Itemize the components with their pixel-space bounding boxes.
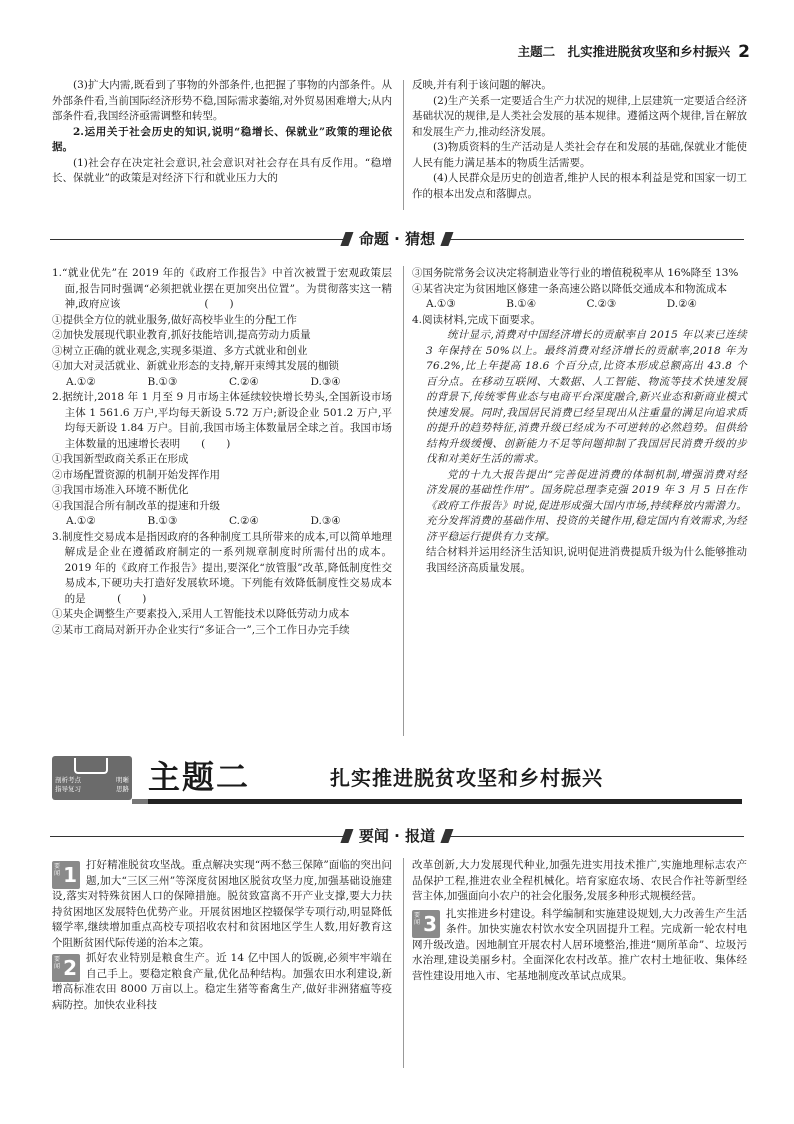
news-tag-label: 要闻	[54, 863, 61, 877]
book-shape	[74, 758, 108, 774]
answer-paragraph: (4)人民群众是历史的创造者,维护人民的根本利益是党和国家一切工作的根本出发点和落脚点。	[412, 172, 747, 200]
option-item: ④某省决定为贫困地区修建一条高速公路以降低交通成本和物流成本	[412, 282, 727, 295]
answer-heading: 2.运用关于社会历史的知识,说明“稳增长、保就业”政策的理论依据。	[52, 125, 392, 153]
news-tag-label: 要闻	[54, 956, 61, 970]
option-item: ③我国市场准入环境不断优化	[52, 484, 189, 496]
running-title: 主题二 扎实推进脱贫攻坚和乡村振兴	[517, 44, 731, 59]
choice-d: D.②④	[666, 298, 697, 310]
news-item-1	[52, 858, 392, 951]
news-text: 扎实推进乡村建设。科学编制和实施建设规划,大力改善生产生活条件。加快实施农村饮水安全巩固提升工程。完成新一轮农村电网升级改造。因地制宜开展农村人居环境整治,推进“厕所革命”、垃圾污水治理,建设美丽乡村。全面深化农村改革。推广农村土地征收、集体经营性建设用地入市、宅基地制度改革试点成果。	[412, 907, 747, 982]
option-item: ④我国混合所有制改革的提速和升级	[52, 499, 220, 512]
news-left-column	[52, 858, 392, 1013]
topic-title: 扎实推进脱贫攻坚和乡村振兴	[330, 766, 603, 790]
answer-paragraph: (3)扩大内需,既看到了事物的外部条件,也把握了事物的内部条件。从外部条件看,当前国际经济形势不稳,国际需求萎缩,对外贸易困难增大;从内部条件看,我国经济亟需调整和转型。	[52, 79, 392, 122]
column-divider	[403, 80, 404, 210]
answer-paragraph: 反映,并有利于该问题的解决。	[412, 79, 552, 91]
news-tag-label: 要闻	[414, 911, 421, 926]
news-text: 抓好农业特别是粮食生产。近 14 亿中国人的饭碗,必须牢牢端在自己手上。要稳定粮食产量,优化品种结构。加强农田水利建设,新增高标准农田 8000 万亩以上。稳定生猪等畜禽生产,做好非洲猪瘟等疫病防控。加快农业科技	[52, 952, 392, 1011]
news-tag-icon	[52, 861, 80, 889]
question-4-stem: 4.阅读材料,完成下面要求。	[412, 313, 541, 326]
icon-caption: 思路	[116, 785, 129, 793]
answer-paragraph: (3)物质资料的生产活动是人类社会存在和发展的基础,保就业才能使人民有能力满足基本的物质生活需要。	[412, 141, 747, 169]
news-tag-number: 1	[63, 863, 77, 887]
option-item: ②某市工商局对新开办企业实行“多证合一”,三个工作日办完手续	[52, 623, 350, 636]
news-tag-number: 2	[63, 956, 77, 980]
topic-number: 主题二	[148, 758, 251, 796]
choice-b: B.①③	[147, 375, 178, 388]
answer-paragraph: (1)社会存在决定社会意识,社会意识对社会存在具有反作用。“稳增长、保就业”的政策是对经济下行和就业压力大的	[52, 156, 392, 184]
questions-right-column	[412, 266, 747, 576]
column-divider	[403, 858, 404, 1068]
option-item: ①我国新型政商关系正在形成	[52, 453, 189, 465]
news-item-2	[52, 951, 392, 1013]
choice-b: B.①④	[506, 298, 537, 310]
option-item: ②市场配置资源的机制开始发挥作用	[52, 468, 220, 481]
news-text: 打好精准脱贫攻坚战。重点解决实现“两不愁三保障”面临的突出问题,加大“三区三州”等深度贫困地区脱贫攻坚力度,加强基础设施建设,落实对特殊贫困人口的保障措施。脱贫致富离不开产业支撑,要大力扶持贫困地区发展特色优势产业。开展贫困地区控辍保学专项行动,明显降低辍学率,继续增加重点高校专项招收农村和贫困地区学生人数,用好教育这个阻断贫困代际传递的治本之策。	[52, 859, 392, 949]
answer-right-column	[412, 78, 747, 202]
icon-caption: 剖析考点	[55, 776, 81, 784]
option-item: ①某央企调整生产要素投入,采用人工智能技术以降低劳动力成本	[52, 608, 350, 620]
choice-a: A.①②	[66, 375, 96, 388]
news-item-3	[412, 907, 747, 985]
material-paragraph: 统计显示,消费对中国经济增长的贡献率自 2015 年以来已连续 3 年保持在 50%以上。最终消费对经济增长的贡献率,2018 年为 76.2%,比上年提高 18.6 个百分点,比资本形成总额高出 43.8 个百分点。在移动互联网、大数据、人工智能、物流等技术快速发展的背景下,传统零售业态与电商平台深度融合,新兴业态和新商业模式快速发展。同时,我国居民消费已经呈现出从注重量的满足向追求质的提升的趋势特征,消费升级已经成为不可逆转的必然趋势。但供给结构升级缓慢、创新能力不足等问题抑制了我国居民消费升级的步伐和对美好生活的需求。	[426, 329, 747, 465]
page-number: 2	[738, 42, 750, 62]
choice-b: B.①③	[147, 515, 178, 527]
choice-d: D.③④	[310, 515, 341, 527]
question-4-requirement: 结合材料并运用经济生活知识,说明促进消费提质升级为什么能够推动我国经济高质量发展。	[426, 546, 747, 574]
choice-d: D.③④	[310, 375, 341, 388]
option-item: ④加大对灵活就业、新就业形态的支持,解开束缚其发展的枷锁	[52, 360, 339, 372]
section-label: 命题 · 猜想	[345, 227, 449, 251]
question-3-stem: 3.制度性交易成本是指因政府的各种制度工具所带来的成本,可以简单地理解成是企业在遵循政府制定的一系列规章制度时所需付出的成本。2019 年的《政府工作报告》提出,要深化“放管服”改革,降低制度性交易成本,下硬功夫打造好发展软环境。下列能有效降低制度性交易成本的是 ( )	[52, 530, 392, 605]
option-item: ③国务院常务会议决定将制造业等行业的增值税税率从 16%降至 13%	[412, 267, 739, 279]
news-text-continued: 改革创新,大力发展现代种业,加强先进实用技术推广,实施地理标志农产品保护工程,推进农业全程机械化。培育家庭农场、农民合作社等新型经营主体,加强面向小农户的社会化服务,发展多种形式规模经营。	[412, 859, 747, 902]
option-item: ①提供全方位的就业服务,做好高校毕业生的分配工作	[52, 313, 297, 326]
page-header	[420, 44, 750, 64]
section-label: 要闻 · 报道	[345, 824, 449, 848]
open-book-icon	[52, 756, 132, 800]
topic-banner	[52, 754, 742, 804]
choice-a: A.①③	[426, 298, 456, 310]
news-tag-number: 3	[423, 911, 437, 936]
news-tag-icon	[412, 910, 440, 938]
column-divider	[403, 266, 404, 736]
news-tag-icon	[52, 954, 80, 982]
option-item: ②加快发展现代职业教育,抓好技能培训,提高劳动力质量	[52, 329, 311, 341]
questions-left-column	[52, 266, 392, 638]
section-header-prediction	[50, 227, 744, 251]
answer-choices	[52, 514, 392, 530]
answer-paragraph: (2)生产关系一定要适合生产力状况的规律,上层建筑一定要适合经济基础状况的规律,是人类社会发展的基本规律。遵循这两个规律,旨在解放和发展生产力,推动经济发展。	[412, 94, 747, 138]
answer-left-column	[52, 78, 392, 187]
banner-rule-accent	[132, 799, 148, 804]
icon-caption: 指导复习	[55, 785, 81, 793]
answer-choices	[412, 297, 747, 313]
icon-caption: 明晰	[116, 776, 129, 784]
choice-c: C.②④	[229, 375, 259, 388]
choice-a: A.①②	[66, 515, 96, 527]
question-2-stem: 2.据统计,2018 年 1 月至 9 月市场主体延续较快增长势头,全国新设市场主体 1 561.6 万户,平均每天新设 5.72 万户;新设企业 501.2 万户,平均每天新设 1.84 万户。目前,我国市场主体数量居全球之首。我国市场主体数量的迅速增长表明 ( )	[52, 391, 392, 450]
question-1-stem: 1.“就业优先”在 2019 年的《政府工作报告》中首次被置于宏观政策层面,报告同时强调“必须把就业摆在更加突出位置”。为贯彻落实这一精神,政府应该 ( )	[52, 267, 392, 310]
section-header-news	[50, 824, 744, 848]
material-paragraph: 党的十九大报告提出“完善促进消费的体制机制,增强消费对经济发展的基础性作用”。国务院总理李克强 2019 年 3 月 5 日在作《政府工作报告》时说,促进形成强大国内市场,持续释放内需潜力。充分发挥消费的基础作用、投资的关键作用,稳定国内有效需求,为经济平稳运行提供有力支撑。	[426, 468, 747, 543]
answer-choices	[52, 375, 392, 391]
banner-rule	[148, 799, 742, 804]
news-right-column	[412, 858, 747, 984]
choice-c: C.②③	[586, 298, 617, 310]
choice-c: C.②④	[229, 515, 259, 527]
option-item: ③树立正确的就业观念,实现多渠道、多方式就业和创业	[52, 344, 308, 357]
